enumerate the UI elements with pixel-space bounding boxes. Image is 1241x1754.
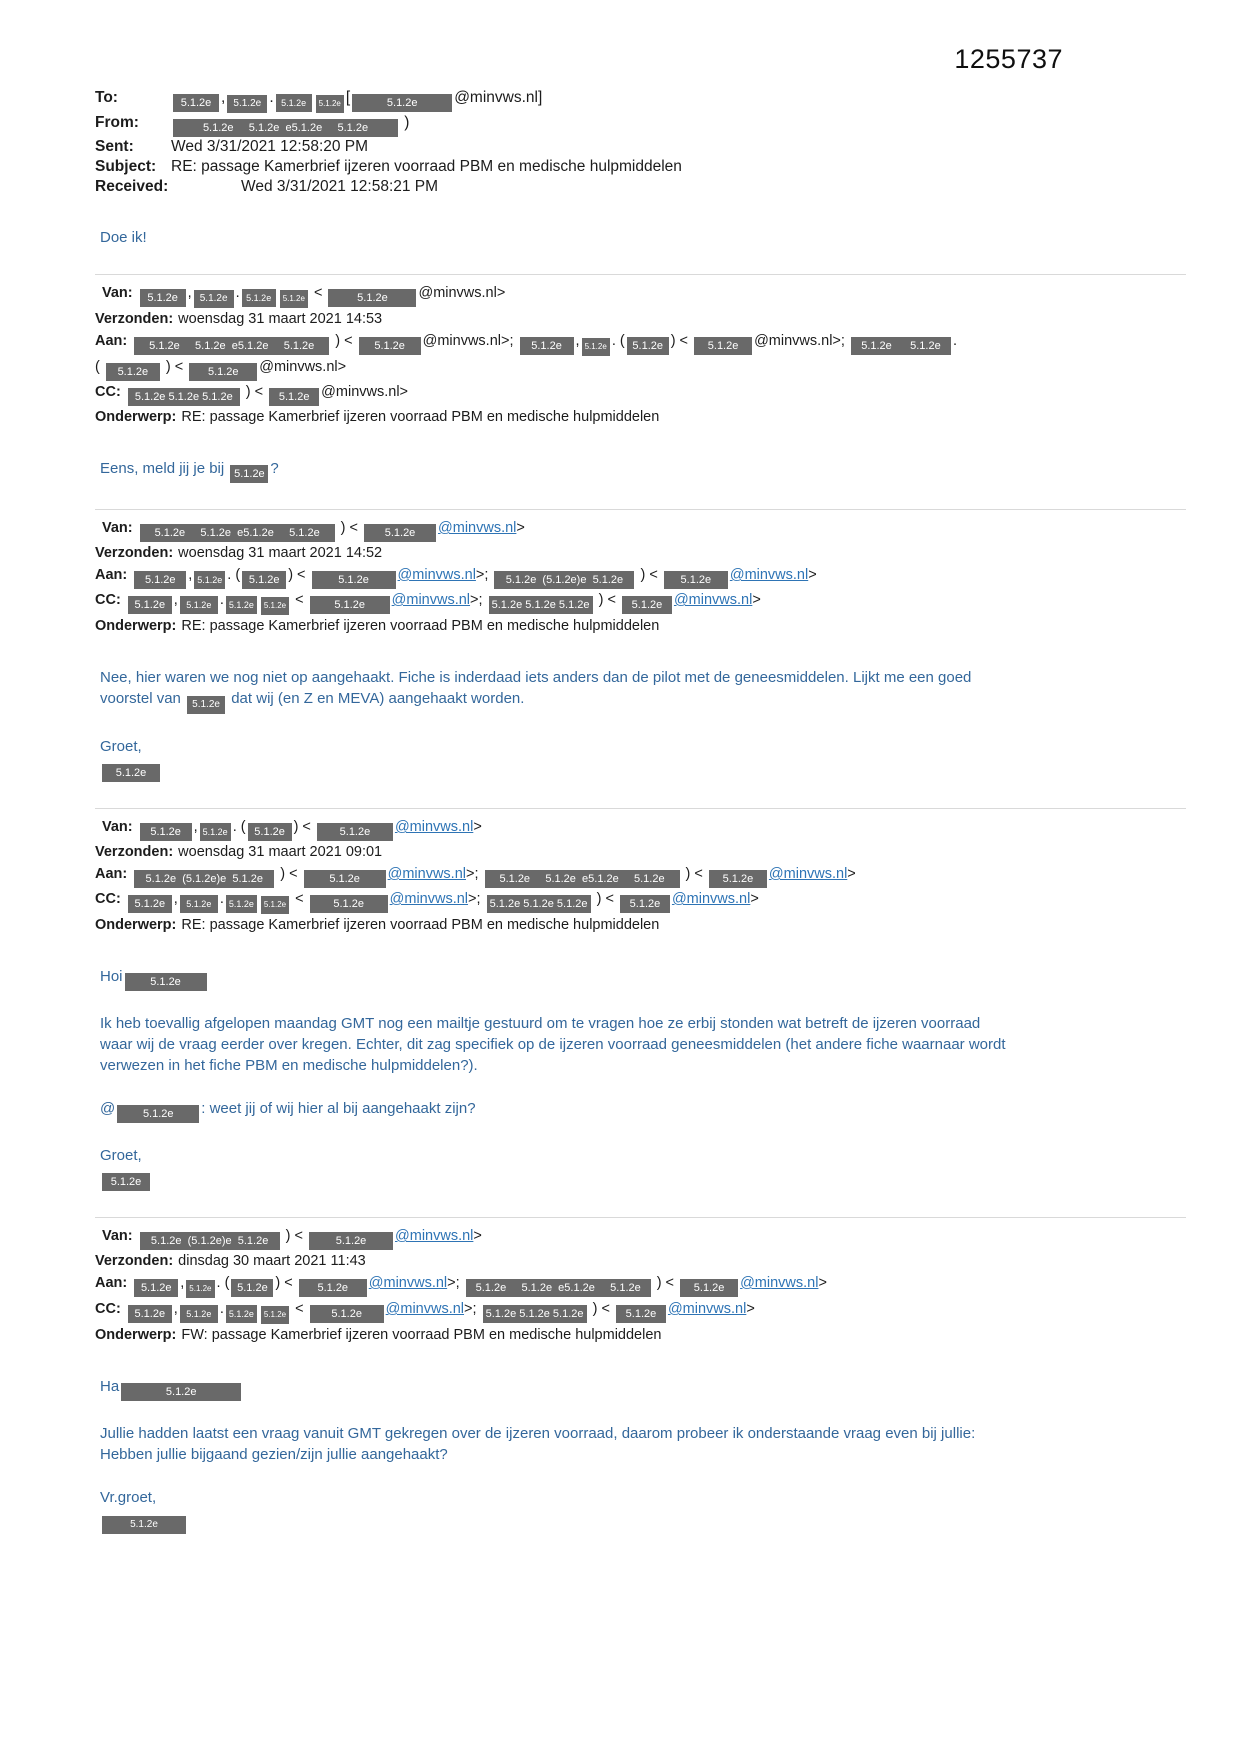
- body-paragraph: [100, 227, 1015, 248]
- redaction-box: 5.1.2e: [242, 289, 276, 307]
- header-field-row: [95, 1324, 1186, 1346]
- redaction-box: 5.1.2e: [200, 823, 231, 841]
- message-body: [95, 458, 1015, 483]
- text-run: .: [219, 1301, 224, 1317]
- field-label: CC:: [95, 592, 121, 608]
- text-run: @minvws.nl>: [259, 359, 347, 375]
- redaction-box: 5.1.2e: [709, 870, 767, 888]
- redaction-box: 5.1.2e: [269, 388, 319, 406]
- redaction-box: 5.1.2e: [134, 1279, 178, 1297]
- redaction-box: 5.1.2e: [231, 1279, 273, 1297]
- redaction-box: 5.1.2e: [128, 895, 172, 913]
- field-label: Verzonden:: [95, 844, 174, 860]
- text-run: (: [95, 359, 104, 375]
- text-run: ) <: [281, 1228, 308, 1244]
- message-body: [95, 1376, 1015, 1534]
- text-run: ) <: [161, 359, 188, 375]
- text-run: ) <: [275, 1275, 297, 1291]
- email-address-link[interactable]: @minvws.nl: [438, 520, 517, 536]
- redaction-box: 5.1.2e: [316, 95, 344, 113]
- text-run: @minvws.nl>;: [754, 333, 849, 349]
- redaction-box: 5.1.2e: [359, 337, 421, 355]
- field-label: Received:: [95, 178, 169, 195]
- redaction-box: 5.1.2e: [194, 290, 234, 308]
- text-run: >: [847, 866, 856, 882]
- field-value: [171, 138, 368, 155]
- email-address-link[interactable]: @minvws.nl: [389, 891, 469, 907]
- field-label: From:: [95, 114, 139, 131]
- redaction-box: 5.1.2e: [180, 596, 218, 614]
- redaction-box: 5.1.2e: [310, 1305, 384, 1323]
- redaction-box: 5.1.2e: [280, 290, 308, 308]
- message-body: [95, 227, 1015, 248]
- text-run: RE: passage Kamerbrief ijzeren voorraad PBM en medische hulpmiddelen: [181, 618, 660, 634]
- redaction-box: 5.1.2e: [276, 94, 312, 112]
- text-run: @minvws.nl>: [321, 384, 409, 400]
- text-run: : weet jij of wij hier al bij aangehaakt zijn?: [201, 1100, 476, 1117]
- redaction-box: 5.1.2e (5.1.2e)e 5.1.2e: [140, 1232, 280, 1250]
- redaction-box: 5.1.2e: [310, 895, 388, 913]
- redaction-box: 5.1.2e (5.1.2e)e 5.1.2e: [494, 571, 634, 589]
- text-run: dinsdag 30 maart 2021 11:43: [178, 1253, 366, 1269]
- text-run: Wed 3/31/2021 12:58:21 PM: [241, 178, 439, 195]
- redaction-box: 5.1.2e: [620, 895, 670, 913]
- text-run: @minvws.nl>: [418, 285, 506, 301]
- text-run: ,: [173, 1301, 178, 1317]
- redaction-box: 5.1.2e: [180, 895, 218, 913]
- header-field-row: [95, 406, 1186, 428]
- body-line: [100, 966, 1015, 991]
- redaction-box: 5.1.2e: [664, 571, 728, 589]
- redaction-box: 5.1.2e 5.1.2e e5.1.2e 5.1.2e: [134, 337, 329, 355]
- text-run: >;: [447, 1275, 464, 1291]
- text-run: <: [291, 1301, 308, 1317]
- body-paragraph: [100, 966, 1015, 991]
- field-value: [171, 178, 438, 195]
- body-line: [100, 1098, 1015, 1123]
- redaction-box: 5.1.2e 5.1.2e 5.1.2e: [128, 388, 240, 406]
- redaction-box: 5.1.2e: [680, 1279, 738, 1297]
- redaction-box: 5.1.2e: [261, 896, 289, 914]
- header-field-row: [95, 1272, 1186, 1298]
- body-line: [100, 667, 1015, 714]
- text-run: Eens, meld jij je bij: [100, 460, 229, 477]
- redaction-box: 5.1.2e: [125, 973, 207, 991]
- field-label: Aan:: [95, 333, 128, 349]
- redaction-box: 5.1.2e: [317, 823, 393, 841]
- header-field-row: [95, 914, 1186, 936]
- body-line: [100, 1376, 1015, 1401]
- redaction-box: 5.1.2e: [312, 571, 396, 589]
- redaction-box: 5.1.2e: [226, 596, 257, 614]
- text-run: ,: [187, 285, 192, 301]
- redaction-box: 5.1.2e: [173, 94, 219, 112]
- header-field-row: [95, 88, 1186, 113]
- text-run: >: [473, 1228, 482, 1244]
- email-address-link[interactable]: @minvws.nl: [671, 891, 751, 907]
- body-paragraph: [100, 1098, 1015, 1123]
- redaction-box: 5.1.2e: [299, 1279, 367, 1297]
- redaction-box: 5.1.2e: [189, 363, 257, 381]
- text-run: . (: [232, 819, 246, 835]
- email-address-link[interactable]: @minvws.nl: [673, 592, 753, 608]
- text-run: >: [752, 592, 761, 608]
- text-run: RE: passage Kamerbrief ijzeren voorraad PBM en medische hulpmiddelen: [181, 409, 660, 425]
- email-address-link[interactable]: @minvws.nl: [395, 1228, 474, 1244]
- header-field-row: [95, 381, 1186, 406]
- field-label: Onderwerp:: [95, 917, 177, 933]
- redaction-box: 5.1.2e 5.1.2e e5.1.2e 5.1.2e: [485, 870, 680, 888]
- text-run: ?: [270, 460, 279, 477]
- text-run: ): [400, 114, 410, 131]
- redaction-box: 5.1.2e: [261, 597, 289, 615]
- field-label: Aan:: [95, 567, 128, 583]
- header-field-row: [95, 137, 1186, 157]
- text-run: Doe ik!: [100, 229, 147, 246]
- redaction-box: 5.1.2e: [187, 696, 225, 714]
- redaction-box: 5.1.2e: [304, 870, 386, 888]
- header-field-row: [95, 113, 1186, 137]
- body-line: [100, 1166, 1015, 1191]
- redaction-box: 5.1.2e: [102, 1516, 186, 1534]
- redaction-box: 5.1.2e: [140, 823, 192, 841]
- text-run: ,: [188, 567, 193, 583]
- text-run: Ha: [100, 1378, 120, 1395]
- text-run: >;: [464, 1301, 481, 1317]
- redaction-box: 5.1.2e: [106, 363, 160, 381]
- redaction-box: 5.1.2e: [582, 338, 610, 356]
- body-paragraph: [100, 458, 1015, 483]
- text-run: ) <: [276, 866, 302, 882]
- header-field-row: [95, 841, 1186, 863]
- redaction-box: 5.1.2e: [328, 289, 416, 307]
- redaction-box: 5.1.2e: [622, 596, 672, 614]
- text-run: >;: [468, 891, 485, 907]
- redaction-box: 5.1.2e: [310, 596, 390, 614]
- body-line: [100, 227, 1015, 248]
- text-run: Jullie hadden laatst een vraag vanuit GMT gekregen over de ijzeren voorraad, daarom probeer ik onderstaande vraag even bij jullie:: [100, 1425, 976, 1442]
- text-run: Groet,: [100, 738, 142, 755]
- text-run: >;: [466, 866, 483, 882]
- body-paragraph: [100, 667, 1015, 714]
- text-run: woensdag 31 maart 2021 09:01: [178, 844, 383, 860]
- text-run: Wed 3/31/2021 12:58:20 PM: [171, 138, 369, 155]
- text-run: woensdag 31 maart 2021 14:52: [178, 545, 383, 561]
- text-run: ,: [193, 819, 198, 835]
- text-run: ,: [221, 89, 226, 106]
- field-label: Aan:: [95, 1275, 128, 1291]
- redaction-box: 5.1.2e 5.1.2e 5.1.2e: [487, 895, 591, 913]
- body-line: [100, 1508, 1015, 1534]
- text-run: .: [235, 285, 240, 301]
- text-run: Hoi: [100, 968, 123, 985]
- redaction-box: 5.1.2e: [230, 465, 268, 483]
- field-value: [171, 114, 410, 134]
- header-field-row: [95, 177, 1186, 197]
- redaction-box: 5.1.2e: [261, 1306, 289, 1324]
- body-line: [100, 1423, 1015, 1444]
- redaction-box: 5.1.2e 5.1.2e e5.1.2e 5.1.2e: [140, 524, 335, 542]
- body-paragraph: [100, 736, 1015, 782]
- field-label: CC:: [95, 891, 121, 907]
- text-run: Vr.groet,: [100, 1489, 157, 1506]
- body-line: [100, 458, 1015, 483]
- redaction-box: 5.1.2e: [180, 1305, 218, 1323]
- redaction-box: 5.1.2e: [140, 289, 186, 307]
- text-run: [: [345, 89, 351, 106]
- text-run: ) <: [331, 333, 357, 349]
- field-label: Onderwerp:: [95, 1327, 177, 1343]
- body-line: [100, 1487, 1015, 1508]
- text-run: @minvws.nl]: [454, 89, 543, 106]
- text-run: ) <: [636, 567, 662, 583]
- text-run: ) <: [588, 1301, 614, 1317]
- text-run: .: [219, 891, 224, 907]
- text-run: Ik heb toevallig afgelopen maandag GMT nog een mailtje gestuurd om te vragen hoe ze erbij stonden wat betreft de ijzeren voorraad waar wij de vraag eerder over kregen. Echter, dit zag specifiek op de ijzeren voorraad geneesmiddelen (het andere fiche waarnaar wordt verwezen in het fiche PBM en medische hulpmiddelen?).: [100, 1015, 1010, 1074]
- redaction-box: 5.1.2e: [128, 596, 172, 614]
- text-run: ,: [575, 333, 580, 349]
- quoted-message-header: [95, 509, 1186, 637]
- field-label: Verzonden:: [95, 311, 174, 327]
- message-body: [95, 966, 1015, 1191]
- redaction-box: 5.1.2e: [364, 524, 436, 542]
- redaction-box: 5.1.2e 5.1.2e e5.1.2e 5.1.2e: [173, 119, 398, 137]
- redaction-box: 5.1.2e 5.1.2e: [851, 337, 951, 355]
- body-paragraph: [100, 1423, 1015, 1465]
- header-field-row: [95, 564, 1186, 589]
- redaction-box: 5.1.2e 5.1.2e e5.1.2e 5.1.2e: [466, 1279, 651, 1297]
- field-label: Sent:: [95, 138, 134, 155]
- field-label: Subject:: [95, 158, 157, 175]
- redaction-box: 5.1.2e: [309, 1232, 393, 1250]
- redaction-box: 5.1.2e: [352, 94, 452, 112]
- body-paragraph: [100, 1013, 1015, 1076]
- redaction-box: 5.1.2e: [194, 571, 225, 589]
- field-label: Aan:: [95, 866, 128, 882]
- text-run: .: [219, 592, 224, 608]
- field-label: CC:: [95, 1301, 121, 1317]
- text-run: .: [269, 89, 274, 106]
- redaction-box: 5.1.2e: [627, 337, 669, 355]
- header-field-row: [95, 308, 1186, 330]
- text-run: >: [516, 520, 525, 536]
- field-label: To:: [95, 89, 118, 106]
- header-field-row: [95, 816, 1186, 841]
- header-field-row: [95, 888, 1186, 914]
- header-field-row: [95, 282, 1186, 308]
- email-thread: [95, 88, 1186, 1534]
- quoted-message-header: [95, 808, 1186, 936]
- redaction-box: 5.1.2e: [227, 95, 267, 113]
- email-address-link[interactable]: @minvws.nl: [397, 567, 476, 583]
- redaction-box: 5.1.2e: [616, 1305, 666, 1323]
- header-field-row: [95, 1250, 1186, 1272]
- text-run: >: [746, 1301, 755, 1317]
- email-address-link[interactable]: @minvws.nl: [368, 1275, 448, 1291]
- header-field-row: [95, 356, 1186, 381]
- text-run: <: [309, 285, 327, 301]
- text-run: woensdag 31 maart 2021 14:53: [178, 311, 383, 327]
- email-address-link[interactable]: @minvws.nl: [740, 1275, 819, 1291]
- text-run: ) <: [652, 1275, 679, 1291]
- redaction-box: 5.1.2e 5.1.2e 5.1.2e: [489, 596, 593, 614]
- header-field-row: [95, 1225, 1186, 1250]
- redaction-box: 5.1.2e: [134, 571, 186, 589]
- header-field-row: [95, 542, 1186, 564]
- text-run: Groet,: [100, 1147, 142, 1164]
- body-paragraph: [100, 1145, 1015, 1191]
- text-run: ) <: [288, 567, 310, 583]
- field-label: Van:: [102, 520, 133, 536]
- field-label: Van:: [102, 819, 133, 835]
- text-run: ) <: [241, 384, 268, 400]
- field-label: Onderwerp:: [95, 409, 177, 425]
- text-run: >: [750, 891, 759, 907]
- email-address-link[interactable]: @minvws.nl: [729, 567, 809, 583]
- text-run: <: [291, 891, 308, 907]
- text-run: >;: [475, 567, 493, 583]
- field-label: Verzonden:: [95, 545, 174, 561]
- redaction-box: 5.1.2e 5.1.2e 5.1.2e: [483, 1305, 587, 1323]
- field-label: CC:: [95, 384, 121, 400]
- redaction-box: 5.1.2e: [102, 1173, 150, 1191]
- text-run: . (: [216, 1275, 230, 1291]
- email-address-link[interactable]: @minvws.nl: [391, 592, 471, 608]
- body-line: [100, 1444, 1015, 1465]
- redaction-box: 5.1.2e: [117, 1105, 199, 1123]
- redaction-box: 5.1.2e: [226, 895, 257, 913]
- text-run: ,: [173, 592, 178, 608]
- body-line: [100, 736, 1015, 757]
- quoted-message-header: [95, 274, 1186, 428]
- text-run: ,: [180, 1275, 185, 1291]
- redaction-box: 5.1.2e: [248, 823, 292, 841]
- redaction-box: 5.1.2e: [242, 571, 286, 589]
- text-run: RE: passage Kamerbrief ijzeren voorraad PBM en medische hulpmiddelen: [181, 917, 660, 933]
- body-paragraph: [100, 1487, 1015, 1534]
- redaction-box: 5.1.2e: [121, 1383, 241, 1401]
- text-run: ) <: [592, 891, 618, 907]
- text-run: <: [291, 592, 308, 608]
- redaction-box: 5.1.2e: [520, 337, 574, 355]
- message-header: [95, 88, 1186, 197]
- document-number: 1255737: [954, 44, 1063, 74]
- field-label: Van:: [102, 285, 133, 301]
- email-address-link[interactable]: @minvws.nl: [387, 866, 466, 882]
- field-value: [171, 89, 543, 109]
- field-label: Verzonden:: [95, 1253, 174, 1269]
- header-field-row: [95, 330, 1186, 356]
- text-run: @: [100, 1100, 116, 1117]
- redaction-box: 5.1.2e: [694, 337, 752, 355]
- text-run: Nee, hier waren we nog niet op aangehaakt. Fiche is inderdaad iets anders dan de pilot met de geneesmiddelen. Lijkt me een goed voorstel van: [100, 669, 976, 707]
- text-run: @minvws.nl>;: [422, 333, 518, 349]
- email-address-link[interactable]: @minvws.nl: [394, 819, 474, 835]
- text-run: >;: [470, 592, 487, 608]
- email-address-link[interactable]: @minvws.nl: [385, 1301, 465, 1317]
- field-label: Van:: [102, 1228, 133, 1244]
- redaction-box: 5.1.2e: [186, 1280, 214, 1298]
- redaction-box: 5.1.2e: [226, 1305, 257, 1323]
- header-field-row: [95, 615, 1186, 637]
- text-run: . (: [611, 333, 625, 349]
- text-run: FW: passage Kamerbrief ijzeren voorraad PBM en medische hulpmiddelen: [181, 1327, 662, 1343]
- body-line: [100, 1013, 1015, 1076]
- text-run: >: [808, 567, 817, 583]
- text-run: ) <: [681, 866, 707, 882]
- text-run: .: [952, 333, 957, 349]
- text-run: >: [818, 1275, 827, 1291]
- header-field-row: [95, 589, 1186, 615]
- body-line: [100, 1145, 1015, 1166]
- text-run: ) <: [336, 520, 363, 536]
- text-run: ) <: [293, 819, 315, 835]
- email-address-link[interactable]: @minvws.nl: [768, 866, 848, 882]
- body-line: [100, 757, 1015, 782]
- text-run: RE: passage Kamerbrief ijzeren voorraad PBM en medische hulpmiddelen: [171, 158, 682, 175]
- text-run: ) <: [670, 333, 693, 349]
- header-field-row: [95, 157, 1186, 177]
- body-paragraph: [100, 1376, 1015, 1401]
- text-run: ,: [173, 891, 178, 907]
- message-body: [95, 667, 1015, 782]
- text-run: Hebben jullie bijgaand gezien/zijn jullie aangehaakt?: [100, 1446, 448, 1463]
- text-run: >: [473, 819, 482, 835]
- header-field-row: [95, 517, 1186, 542]
- email-address-link[interactable]: @minvws.nl: [667, 1301, 747, 1317]
- text-run: . (: [227, 567, 241, 583]
- header-field-row: [95, 863, 1186, 888]
- text-run: ) <: [594, 592, 620, 608]
- text-run: dat wij (en Z en MEVA) aangehaakt worden.: [227, 690, 525, 707]
- field-value: [171, 158, 682, 175]
- redaction-box: 5.1.2e: [102, 764, 160, 782]
- header-field-row: [95, 1298, 1186, 1324]
- quoted-message-header: [95, 1217, 1186, 1346]
- redaction-box: 5.1.2e (5.1.2e)e 5.1.2e: [134, 870, 274, 888]
- redaction-box: 5.1.2e: [128, 1305, 172, 1323]
- field-label: Onderwerp:: [95, 618, 177, 634]
